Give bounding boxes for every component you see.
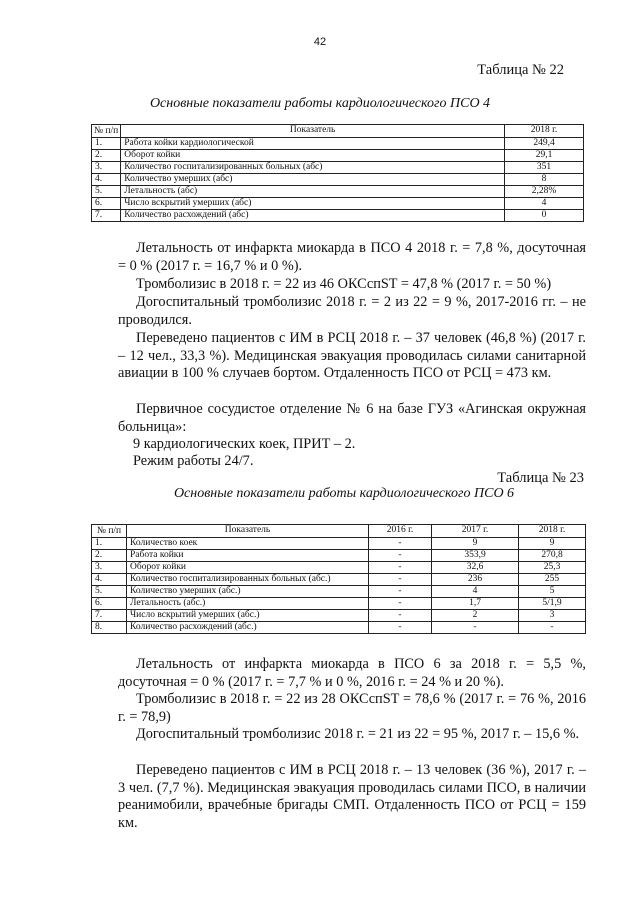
header-cell: № п/п (92, 525, 127, 538)
paragraph (118, 726, 586, 744)
row-number-cell: 3. (92, 562, 127, 574)
value-cell: 5 (519, 586, 586, 598)
row-number-cell: 6. (92, 598, 127, 610)
indicator-cell: Работа койки (127, 550, 369, 562)
indicator-cell: Число вскрытий умерших (абс.) (127, 610, 369, 622)
row-number-cell: 1. (92, 538, 127, 550)
paragraph (118, 656, 586, 691)
paragraph (118, 401, 586, 436)
paragraph-text: Тромболизис в 2018 г. = 22 из 28 ОКСспST = 78,6 % (2017 г. = 76 %, 2016 г. = 78,9) (118, 691, 586, 725)
value-cell: 32,6 (432, 562, 519, 574)
paragraph-text: Догоспитальный тромболизис 2018 г. = 21 из 22 = 95 %, 2017 г. – 15,6 %. (136, 726, 580, 742)
paragraph-text: Первичное сосудистое отделение № 6 на базе ГУЗ «Агинская окружная больница»: (118, 401, 586, 435)
table-row (92, 610, 586, 622)
value-cell: 249,4 (505, 138, 584, 150)
row-number-cell: 7. (92, 210, 121, 222)
table-22-label: Таблица № 22 (477, 62, 564, 78)
value-cell: 9 (519, 538, 586, 550)
table-22 (91, 124, 584, 222)
value-cell: - (369, 550, 432, 562)
header-cell: 2016 г. (369, 525, 432, 538)
paragraph-text: Летальность от инфаркта миокарда в ПСО 4 2018 г. = 7,8 %, досуточная = 0 % (2017 г. = 16,7 % и 0 %). (118, 240, 586, 274)
header-cell: Показатель (127, 525, 369, 538)
indicator-cell: Работа койки кардиологической (121, 138, 505, 150)
table-header-row (92, 125, 584, 138)
row-number-cell: 5. (92, 586, 127, 598)
table-row (92, 210, 584, 222)
row-number-cell: 8. (92, 622, 127, 634)
paragraph (118, 276, 586, 294)
value-cell: 29,1 (505, 150, 584, 162)
value-cell: 4 (505, 198, 584, 210)
table-23-label: Таблица № 23 (497, 470, 584, 486)
table-row (92, 538, 586, 550)
indicator-cell: Количество расхождений (абс.) (127, 622, 369, 634)
indicator-cell: Оборот койки (121, 150, 505, 162)
value-cell: - (369, 562, 432, 574)
value-cell: - (519, 622, 586, 634)
paragraph-text: Переведено пациентов с ИМ в РСЦ 2018 г. – 13 человек (36 %), 2017 г. – 3 чел. (7,7 %). Медицинская эвакуация проводилась силами ПСО, в наличии реанимобили, врачебные бригады СМП. Отдаленность ПСО от РСЦ = 159 км. (118, 762, 586, 831)
paragraph (118, 294, 586, 329)
table-row (92, 574, 586, 586)
value-cell: 351 (505, 162, 584, 174)
paragraph (118, 691, 586, 726)
row-number-cell: 4. (92, 174, 121, 186)
table-row (92, 138, 584, 150)
row-number-cell: 7. (92, 610, 127, 622)
paragraph-text: Тромболизис в 2018 г. = 22 из 46 ОКСспST = 47,8 % (2017 г. = 50 %) (136, 276, 552, 292)
indicator-cell: Число вскрытий умерших (абс) (121, 198, 505, 210)
header-cell: 2018 г. (519, 525, 586, 538)
table-row (92, 174, 584, 186)
value-cell: 0 (505, 210, 584, 222)
table-23-caption: Основные показатели работы кардиологического ПСО 6 (173, 486, 515, 501)
paragraph-text: Переведено пациентов с ИМ в РСЦ 2018 г. – 37 человек (46,8 %) (2017 г. – 12 чел., 33,3 %). Медицинская эвакуация проводилась силами санитарной авиации в 100 % случаев бортом. Отдаленность ПСО от РСЦ = 473 км. (118, 330, 586, 381)
table-row (92, 586, 586, 598)
paragraph (118, 240, 586, 275)
indicator-cell: Количество коек (127, 538, 369, 550)
table-row (92, 162, 584, 174)
table-row (92, 186, 584, 198)
table-row (92, 150, 584, 162)
table-23 (91, 524, 586, 634)
table-row (92, 550, 586, 562)
header-cell: № п/п (92, 125, 121, 138)
value-cell: 9 (432, 538, 519, 550)
value-cell: 5/1,9 (519, 598, 586, 610)
paragraph (118, 330, 586, 383)
paragraph-text: Летальность от инфаркта миокарда в ПСО 6 за 2018 г. = 5,5 %, досуточная = 0 % (2017 г. = 7,7 % и 0 %, 2016 г. = 24 % и 20 %). (118, 656, 586, 690)
row-number-cell: 3. (92, 162, 121, 174)
value-cell: - (369, 586, 432, 598)
value-cell: - (369, 538, 432, 550)
indicator-cell: Количество расхождений (абс) (121, 210, 505, 222)
header-cell: Показатель (121, 125, 505, 138)
value-cell: 2 (432, 610, 519, 622)
row-number-cell: 5. (92, 186, 121, 198)
value-cell: - (369, 574, 432, 586)
row-number-cell: 2. (92, 550, 127, 562)
value-cell: 270,8 (519, 550, 586, 562)
header-cell: 2017 г. (432, 525, 519, 538)
paragraph-text: Догоспитальный тромболизис 2018 г. = 2 из 22 = 9 %, 2017-2016 гг. – не проводился. (118, 294, 586, 328)
header-cell: 2018 г. (505, 125, 584, 138)
table-22-caption: Основные показатели работы кардиологического ПСО 4 (149, 96, 491, 111)
indicator-cell: Летальность (абс) (121, 186, 505, 198)
value-cell: 236 (432, 574, 519, 586)
value-cell: 8 (505, 174, 584, 186)
table-row (92, 598, 586, 610)
value-cell: 3 (519, 610, 586, 622)
value-cell: 353,9 (432, 550, 519, 562)
indicator-cell: Количество госпитализированных больных (абс.) (127, 574, 369, 586)
value-cell: 255 (519, 574, 586, 586)
value-cell: 4 (432, 586, 519, 598)
row-number-cell: 6. (92, 198, 121, 210)
value-cell: - (432, 622, 519, 634)
indicator-cell: Количество умерших (абс.) (127, 586, 369, 598)
value-cell: 25,3 (519, 562, 586, 574)
indicator-cell: Количество умерших (абс) (121, 174, 505, 186)
indicator-cell: Количество госпитализированных больных (абс) (121, 162, 505, 174)
row-number-cell: 1. (92, 138, 121, 150)
value-cell: 2,28% (505, 186, 584, 198)
row-number-cell: 2. (92, 150, 121, 162)
page-number: 42 (313, 36, 327, 48)
row-number-cell: 4. (92, 574, 127, 586)
paragraph-text: Режим работы 24/7. (133, 453, 254, 469)
indicator-cell: Летальность (абс.) (127, 598, 369, 610)
indicator-cell: Оборот койки (127, 562, 369, 574)
paragraph-text: 9 кардиологических коек, ПРИТ – 2. (133, 436, 356, 452)
value-cell: - (369, 598, 432, 610)
paragraph (118, 762, 586, 832)
table-header-row (92, 525, 586, 538)
value-cell: - (369, 610, 432, 622)
table-row (92, 622, 586, 634)
value-cell: - (369, 622, 432, 634)
table-row (92, 198, 584, 210)
table-row (92, 562, 586, 574)
value-cell: 1,7 (432, 598, 519, 610)
